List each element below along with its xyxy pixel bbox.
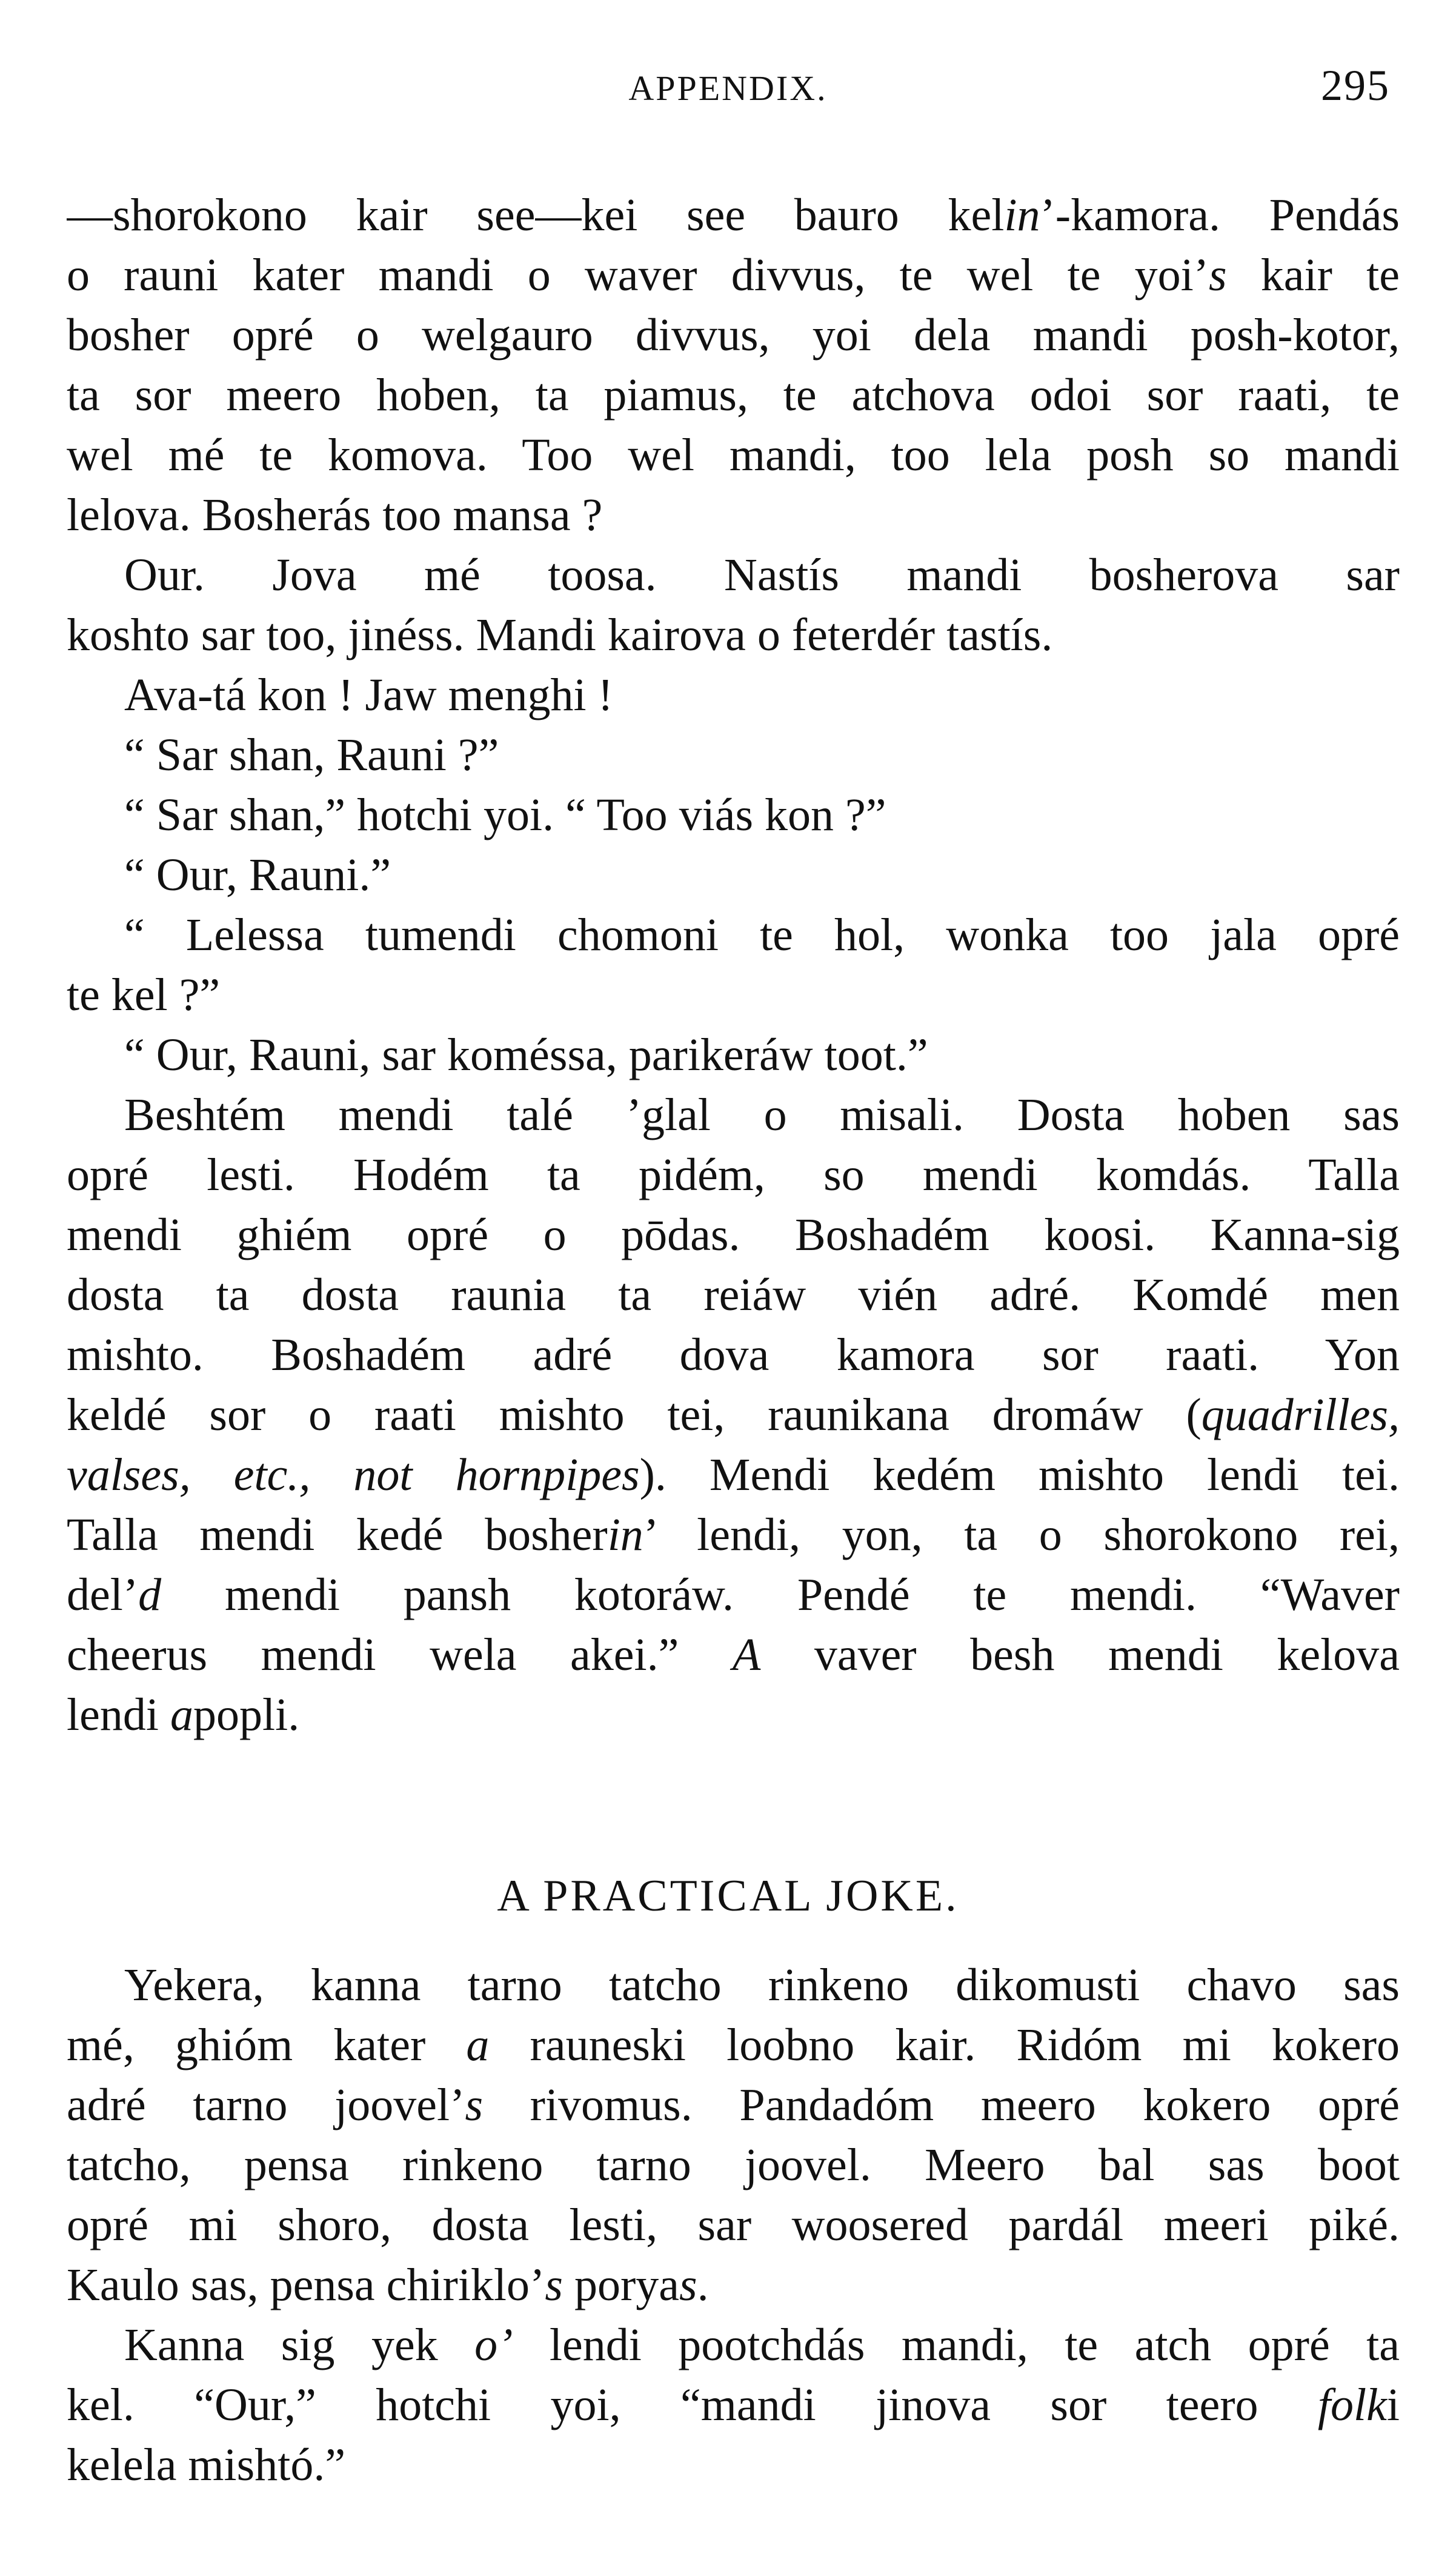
text-line xyxy=(67,2075,1400,2135)
text-run: Kanna sig yek xyxy=(124,2319,475,2370)
italic-text: a xyxy=(170,1689,193,1740)
text-run: Beshtém mendi talé ’glal o misali. Dosta hoben sas xyxy=(124,1089,1400,1140)
text-run: “ Sar shan, Rauni ?” xyxy=(124,730,499,780)
text-run: lendi pootchdás mandi, te atch opré ta xyxy=(513,2319,1400,2370)
text-run: mendi ghiém opré o pōdas. Boshadém koosi. Kanna-sig xyxy=(67,1209,1400,1260)
text-line xyxy=(67,605,1400,665)
italic-text: s xyxy=(1209,250,1227,301)
italic-text: valses, etc., not hornpipes xyxy=(67,1449,640,1500)
italic-text: quadrilles, xyxy=(1201,1389,1400,1440)
text-run: opré lesti. Hodém ta pidém, so mendi komdás. Talla xyxy=(67,1149,1400,1200)
text-run: tatcho, pensa rinkeno tarno joovel. Meero bal sas boot xyxy=(67,2139,1400,2190)
text-line xyxy=(124,545,1400,605)
text-line xyxy=(124,725,1400,785)
italic-text: s xyxy=(679,2259,697,2310)
text-run: rauneski loobno kair. Ridóm mi kokero xyxy=(489,2019,1400,2070)
text-line xyxy=(67,305,1400,365)
text-run: “ Sar shan,” hotchi yoi. “ Too viás kon ?” xyxy=(124,790,886,840)
text-run: rivomus. Pandadóm meero kokero opré xyxy=(483,2079,1400,2130)
text-line xyxy=(67,2015,1400,2075)
text-line xyxy=(67,245,1400,305)
text-line xyxy=(124,2315,1400,2375)
italic-text: s xyxy=(465,2079,484,2130)
running-head: APPENDIX. xyxy=(628,68,828,108)
text-run: te kel ?” xyxy=(67,969,221,1020)
text-run: opré mi shoro, dosta lesti, sar woosered pardál meeri piké. xyxy=(67,2199,1400,2250)
text-run: mé, ghióm kater xyxy=(67,2019,467,2070)
italic-text: in xyxy=(607,1509,643,1560)
text-run: lendi xyxy=(67,1689,170,1740)
text-run: kair te xyxy=(1226,250,1400,301)
page-number: 295 xyxy=(1321,61,1390,110)
text-run: ’-kamora. Pendás xyxy=(1040,190,1400,241)
text-run: Kaulo sas, pensa chiriklo’ xyxy=(67,2259,545,2310)
text-run: “ Lelessa tumendi chomoni te hol, wonka too jala opré xyxy=(124,910,1400,960)
text-run: lelova. Bosherás too mansa ? xyxy=(67,490,603,540)
text-run: popli. xyxy=(193,1689,300,1740)
text-line xyxy=(67,1265,1400,1325)
text-line xyxy=(67,425,1400,485)
italic-text: in xyxy=(1004,190,1040,241)
italic-text: A xyxy=(732,1629,761,1680)
text-run: Talla mendi kedé bosher xyxy=(67,1509,608,1560)
text-run: Ava-tá kon ! Jaw menghi ! xyxy=(124,670,613,720)
text-run: ta sor meero hoben, ta piamus, te atchova odoi sor raati, te xyxy=(67,370,1400,421)
text-run: Our. Jova mé toosa. Nastís mandi bosherova sar xyxy=(124,550,1400,600)
text-run: kel. “Our,” hotchi yoi, “mandi jinova sor teero xyxy=(67,2379,1318,2430)
text-line xyxy=(67,965,1400,1025)
text-line xyxy=(67,1505,1400,1565)
text-line xyxy=(67,1565,1400,1625)
text-run: i xyxy=(1386,2379,1400,2430)
italic-text: d xyxy=(138,1569,162,1620)
text-run: cheerus mendi wela akei.” xyxy=(67,1629,733,1680)
text-line xyxy=(67,365,1400,425)
section-heading: A PRACTICAL JOKE. xyxy=(497,1871,959,1921)
text-run: Yekera, kanna tarno tatcho rinkeno dikomusti chavo sas xyxy=(124,1959,1400,2010)
text-run: . xyxy=(697,2259,709,2310)
text-line xyxy=(67,185,1400,245)
italic-text: a xyxy=(466,2019,490,2070)
text-run: wel mé te komova. Too wel mandi, too lela posh so mandi xyxy=(67,430,1400,481)
text-line xyxy=(67,1325,1400,1385)
text-run: “ Our, Rauni, sar koméssa, parikeráw toot.” xyxy=(124,1029,928,1080)
text-line xyxy=(67,1145,1400,1205)
text-run: kelela mishtó.” xyxy=(67,2439,346,2490)
text-run: vaver besh mendi kelova xyxy=(760,1629,1400,1680)
text-line xyxy=(124,665,1400,725)
text-line xyxy=(124,905,1400,965)
text-run: koshto sar too, jinéss. Mandi kairova o feterdér tastís. xyxy=(67,610,1053,660)
italic-text: o’ xyxy=(474,2319,513,2370)
text-line xyxy=(67,1445,1400,1505)
text-line xyxy=(67,2135,1400,2195)
text-line xyxy=(124,785,1400,845)
text-run: dosta ta dosta raunia ta reiáw vién adré. Komdé men xyxy=(67,1269,1400,1320)
text-line xyxy=(124,845,1400,905)
text-line xyxy=(67,2375,1400,2435)
text-run: del’ xyxy=(67,1569,139,1620)
text-line xyxy=(67,1205,1400,1265)
italic-text: s xyxy=(545,2259,563,2310)
italic-text: folk xyxy=(1317,2379,1387,2430)
text-line xyxy=(67,1385,1400,1445)
text-line xyxy=(124,1955,1400,2015)
text-run: ). Mendi kedém mishto lendi tei. xyxy=(639,1449,1400,1500)
text-line xyxy=(67,2255,1400,2315)
text-line xyxy=(67,1625,1400,1685)
text-run: mishto. Boshadém adré dova kamora sor raati. Yon xyxy=(67,1329,1400,1380)
text-run: o rauni kater mandi o waver divvus, te wel te yoi’ xyxy=(67,250,1209,301)
text-run: “ Our, Rauni.” xyxy=(124,850,391,900)
text-run: bosher opré o welgauro divvus, yoi dela mandi posh-kotor, xyxy=(67,310,1400,361)
text-line xyxy=(67,2195,1400,2255)
text-run: keldé sor o raati mishto tei, raunikana dromáw ( xyxy=(67,1389,1202,1440)
text-run: ’ lendi, yon, ta o shorokono rei, xyxy=(643,1509,1400,1560)
text-run: —shorokono kair see—kei see bauro kel xyxy=(67,190,1005,241)
text-line xyxy=(67,1685,1400,1745)
text-run: mendi pansh kotoráw. Pendé te mendi. “Waver xyxy=(161,1569,1400,1620)
text-line xyxy=(124,1025,1400,1085)
text-line xyxy=(124,1085,1400,1145)
text-run: porya xyxy=(562,2259,679,2310)
text-line xyxy=(67,485,1400,545)
text-line xyxy=(67,2435,1400,2495)
text-run: adré tarno joovel’ xyxy=(67,2079,465,2130)
